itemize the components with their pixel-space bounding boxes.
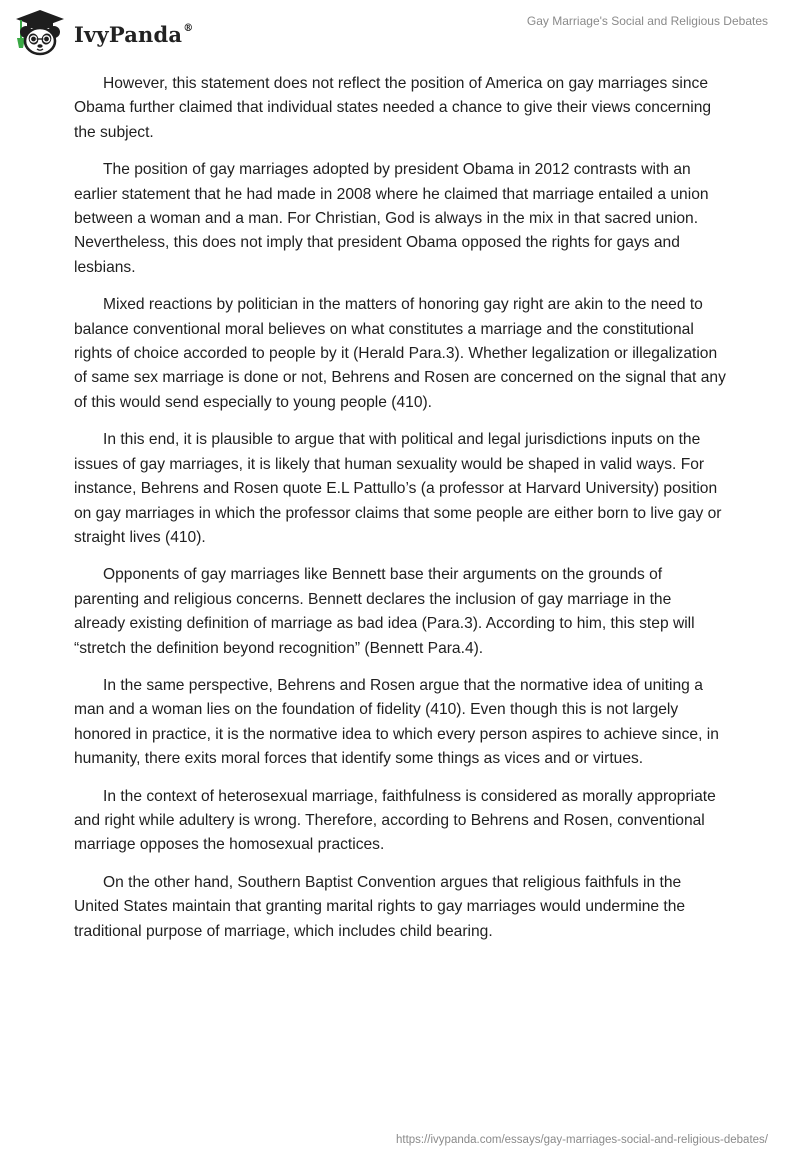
panda-graduate-icon <box>12 8 68 58</box>
paragraph: Opponents of gay marriages like Bennett base their arguments on the grounds of parenting and religious concerns. Bennett declares the inclusion of gay marriage in the already existing definition of marriage as bad idea (Para.3). According to him, this step will “stretch the definition beyond recognition” (Bennett Para.4). <box>74 566 695 657</box>
document-title: Gay Marriage's Social and Religious Debates <box>526 14 768 28</box>
paragraph: In this end, it is plausible to argue that with political and legal jurisdictions inputs on the issues of gay marriages, it is likely that human sexuality would be shaped in valid ways. For instance, Behrens and Rosen quote E.L Pattullo’s (a professor at Harvard University) position on gay marriages in which the professor claims that some people are either born to live gay or straight lives (410). <box>74 431 722 546</box>
paragraph: In the same perspective, Behrens and Rosen argue that the normative idea of uniting a man and a woman lies on the foundation of fidelity (410). Even though this is not largely honored in practice, it is the normative idea to which every person aspires to achieve since, in humanity, there exits moral forces that identify some things as vices and or virtues. <box>74 676 719 768</box>
paragraph: In the context of heterosexual marriage, faithfulness is considered as morally appropriate and right while adultery is wrong. Therefore, according to Behrens and Rosen, conventional marriage opposes the homosexual practices. <box>74 787 716 854</box>
source-url[interactable]: https://ivypanda.com/essays/gay-marriages-social-and-religious-debates/ <box>395 1134 768 1146</box>
paragraph: The position of gay marriages adopted by president Obama in 2012 contrasts with an earlier statement that he had made in 2008 where he claimed that marriage entailed a union between a woman and a man. For Christian, God is always in the mix in that sacred union. Nevertheless, this does not imply that president Obama opposed the rights for gays and lesbians. <box>74 161 709 276</box>
page-header <box>0 0 800 64</box>
essay-body <box>74 72 726 957</box>
brand-logo[interactable] <box>12 8 193 58</box>
paragraph: Mixed reactions by politician in the matters of honoring gay right are akin to the need to balance conventional moral believes on what constitutes a marriage and the constitutional rights of choice accorded to people by it (Herald Para.3). Whether legalization or illegalization of same sex marriage is done or not, Behrens and Rosen are concerned on the signal that any of this would send especially to young people (410). <box>74 296 726 411</box>
brand-name: IvyPanda® <box>74 21 194 47</box>
paragraph: On the other hand, Southern Baptist Convention argues that religious faithfuls in the United States maintain that granting marital rights to gay marriages would undermine the traditional purpose of marriage, which includes child bearing. <box>74 873 686 940</box>
paragraph: However, this statement does not reflect the position of America on gay marriages since Obama further claimed that individual states needed a chance to give their views concerning the subject. <box>74 75 712 141</box>
